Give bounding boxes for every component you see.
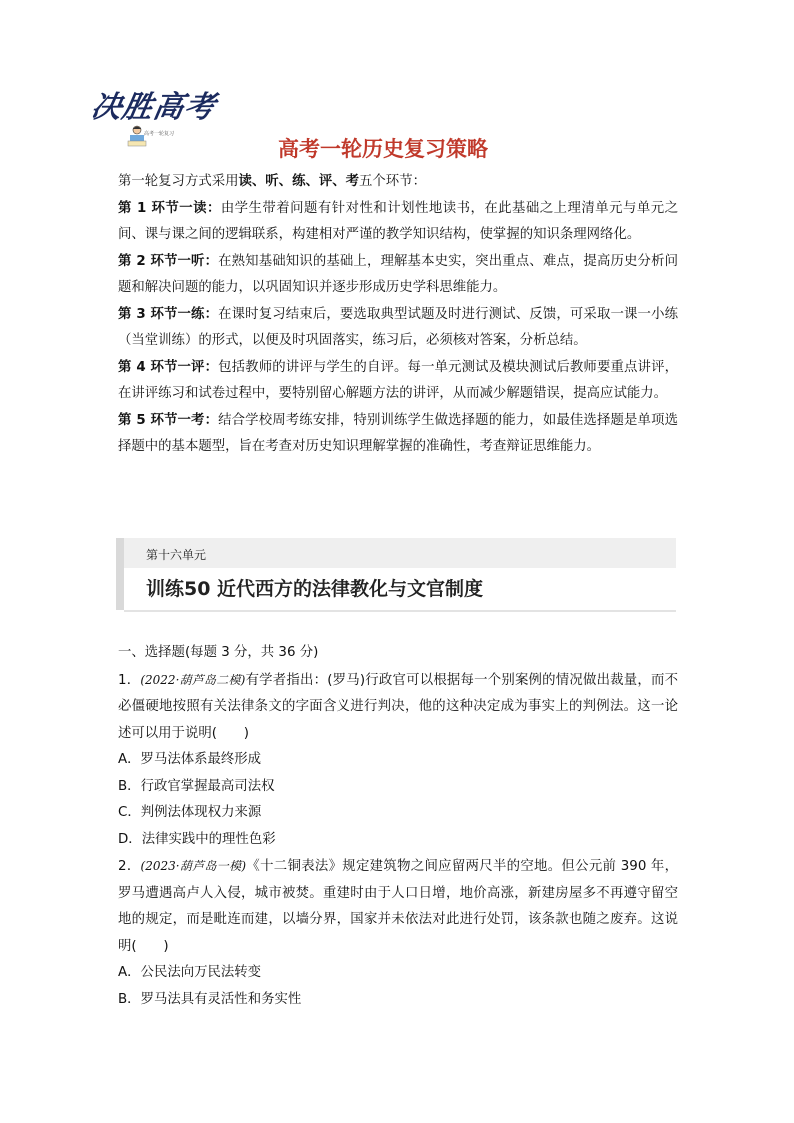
logo: [88, 80, 222, 160]
questions-section: [118, 640, 678, 1013]
page-title: 高考一轮历史复习策略: [278, 137, 488, 161]
logo-text: 决胜高考: [88, 90, 219, 125]
step-1: [118, 196, 678, 249]
step-label: 第 5 环节一考：: [118, 412, 219, 428]
unit-label: 第十六单元: [146, 548, 207, 562]
question-2-option-a: A．公民法向万民法转变: [118, 965, 262, 980]
intro-section: [118, 169, 678, 461]
step-label: 第 3 环节一练：: [118, 306, 219, 322]
step-text: 在熟知基础知识的基础上，理解基本史实，突出重点、难点，提高历史分析问题和解决问题的能力，以巩固知识并逐步形成历史学科思维能力。: [118, 253, 679, 295]
step-4: [118, 355, 678, 408]
step-2: [118, 249, 678, 302]
step-5: [118, 408, 678, 461]
step-text: 结合学校周考练安排，特别训练学生做选择题的能力，如最佳选择题是单项选择题中的基本题型，旨在考查对历史知识理解掌握的准确性，考查辩证思维能力。: [118, 412, 679, 454]
step-label: 第 1 环节一读：: [118, 200, 221, 216]
banner-accent: [116, 538, 124, 610]
question-1-option-c: C．判例法体现权力来源: [118, 805, 262, 820]
step-label: 第 2 环节一听：: [118, 253, 219, 269]
question-2-option-b: B．罗马法具有灵活性和务实性: [118, 991, 302, 1007]
step-text: 由学生带着问题有针对性和计划性地读书，在此基础之上理清单元与单元之间、课与课之间的逻辑联系，构建相对严谨的教学知识结构，使掌握的知识条理网络化。: [118, 200, 679, 242]
logo-tagline: 高考一轮复习: [144, 131, 175, 137]
unit-banner: [116, 538, 676, 612]
section-heading: 一、选择题(每题 3 分，共 36 分): [118, 645, 319, 660]
intro-lead: 第一轮复习方式采用读、听、练、评、考五个环节：: [118, 174, 426, 189]
question-1-option-d: D．法律实践中的理性色彩: [118, 831, 276, 847]
step-3: [118, 302, 678, 355]
unit-title: 训练50 近代西方的法律教化与文官制度: [146, 578, 484, 600]
question-1-stem: 1．(2022·葫芦岛二模)有学者指出：(罗马)行政官可以根据每一个别案例的情况做出裁量，而不必僵硬地按照有关法律条文的字面含义进行判决，他的这种决定成为事实上的判例法。这一论述可以用于说明( ): [118, 672, 678, 741]
step-text: 包括教师的讲评与学生的自评。每一单元测试及模块测试后教师要重点讲评，在讲评练习和试卷过程中，要特别留心解题方法的讲评，从而减少解题错误，提高应试能力。: [118, 359, 679, 401]
question-2-stem: 2．(2023·葫芦岛一模)《十二铜表法》规定建筑物之间应留两尺半的空地。但公元前 390 年，罗马遭遇高卢人入侵，城市被焚。重建时由于人口日增，地价高涨，新建房屋多不再遵守留空地的规定，而是毗连而建，以墙分界，国家并未依法对此进行处罚，该条款也随之废弃。这说明( ): [118, 859, 678, 954]
question-1-option-a: A．罗马法体系最终形成: [118, 752, 262, 767]
step-text: 在课时复习结束后，要选取典型试题及时进行测试、反馈，可采取一课一小练（当堂训练）的形式，以便及时巩固落实，练习后，必须核对答案，分析总结。: [118, 306, 679, 348]
banner-underline: [124, 610, 676, 612]
banner-top: [124, 538, 676, 568]
question-1-option-b: B．行政官掌握最高司法权: [118, 778, 275, 794]
step-label: 第 4 环节一评：: [118, 359, 219, 375]
